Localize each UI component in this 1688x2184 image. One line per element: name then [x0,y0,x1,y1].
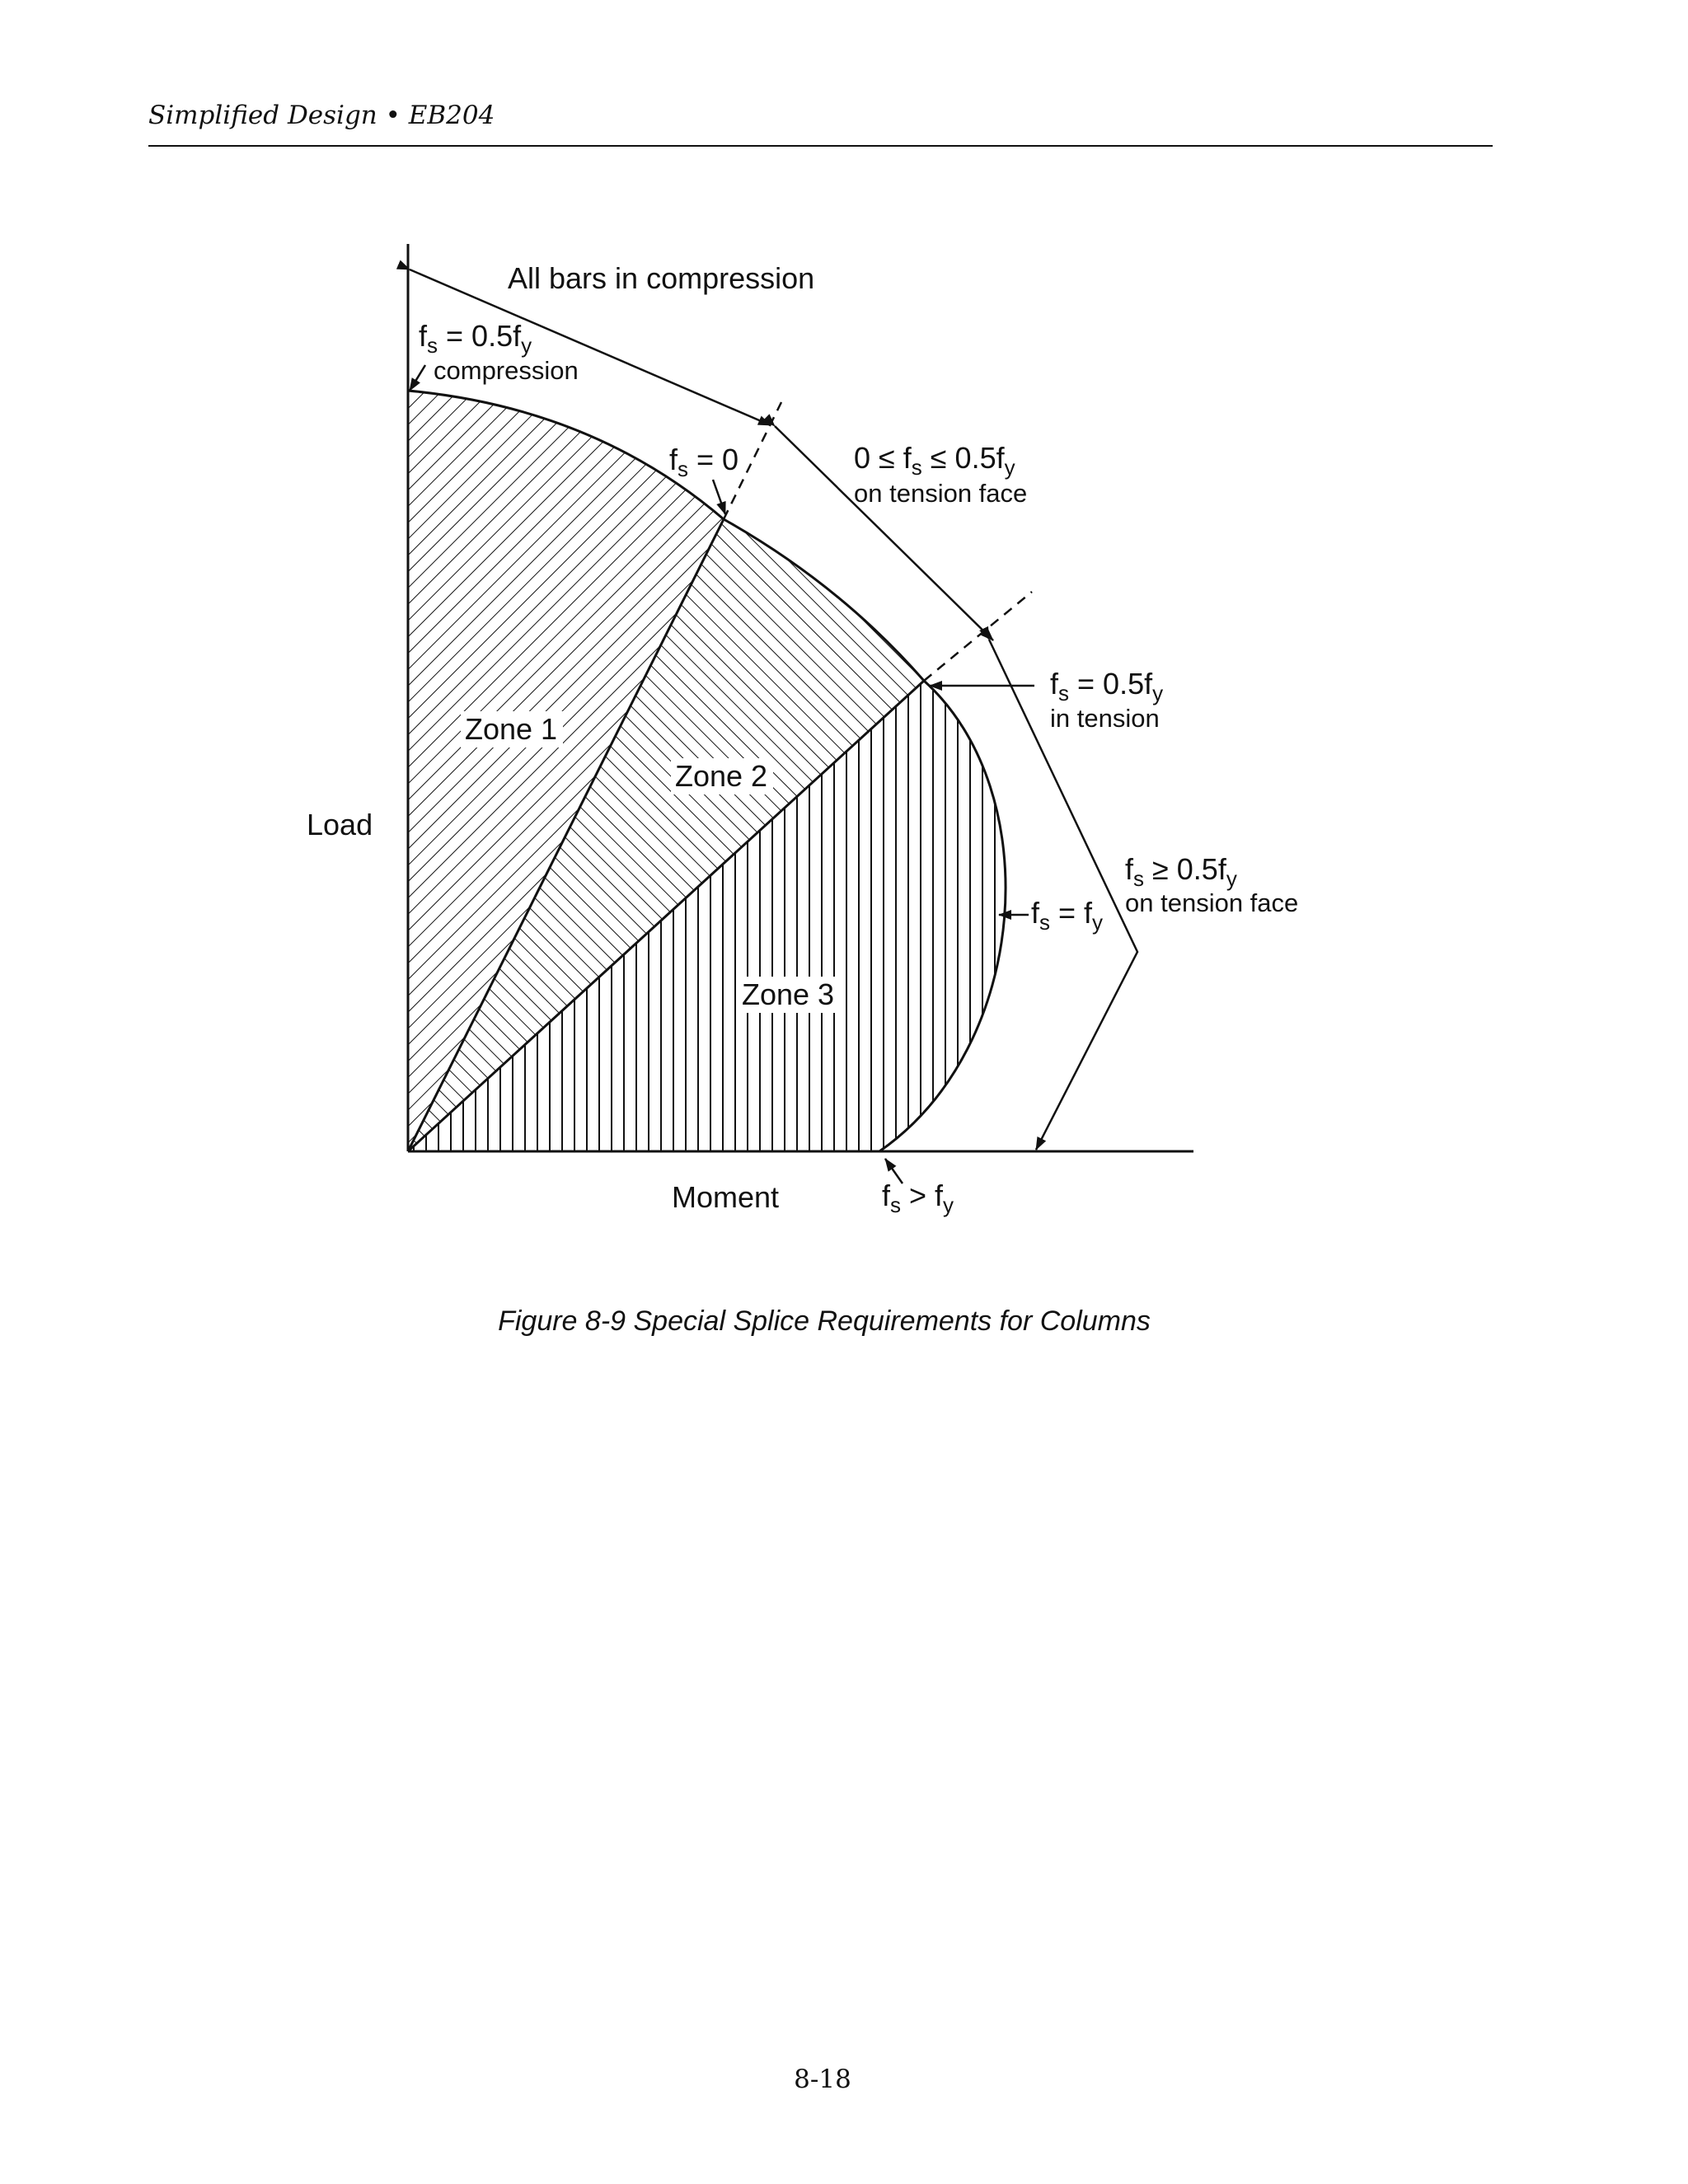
compression-stress-label: $f_s = 0.5f_y$ [419,319,532,358]
fs-zero-label: $f_s = 0$ [669,443,739,481]
half-tension-note: in tension [1050,704,1160,733]
ge-half-note: on tension face [1125,888,1299,917]
all-bars-compression-label: All bars in compression [508,261,815,295]
load-axis-label: Load [307,808,373,841]
running-head: Simplified Design • EB204 [148,101,495,130]
half-tension-dashed-line [924,592,1032,681]
fs-gt-fy-label: $f_s > f_y$ [882,1179,954,1217]
range-tension-label: $0 \le f_s \le 0.5f_y$ [854,441,1015,480]
fs-zero-arrow [713,480,725,514]
half-tension-label: $f_s = 0.5f_y$ [1050,667,1164,705]
compression-note: compression [434,356,579,385]
range-tension-note: on tension face [854,479,1028,508]
zone-3-label: Zone 3 [742,977,835,1011]
zone-2-label: Zone 2 [675,759,768,793]
zone-1-label: Zone 1 [465,712,558,746]
page-number: 8-18 [794,2064,851,2094]
ge-half-label: $f_s \ge 0.5f_y$ [1125,852,1237,891]
compression-point-arrow [410,365,425,391]
figure-caption: Figure 8-9 Special Splice Requirements for Columns [498,1305,1151,1337]
moment-axis-label: Moment [672,1180,780,1214]
fs-fy-label: $f_s = f_y$ [1031,896,1104,935]
